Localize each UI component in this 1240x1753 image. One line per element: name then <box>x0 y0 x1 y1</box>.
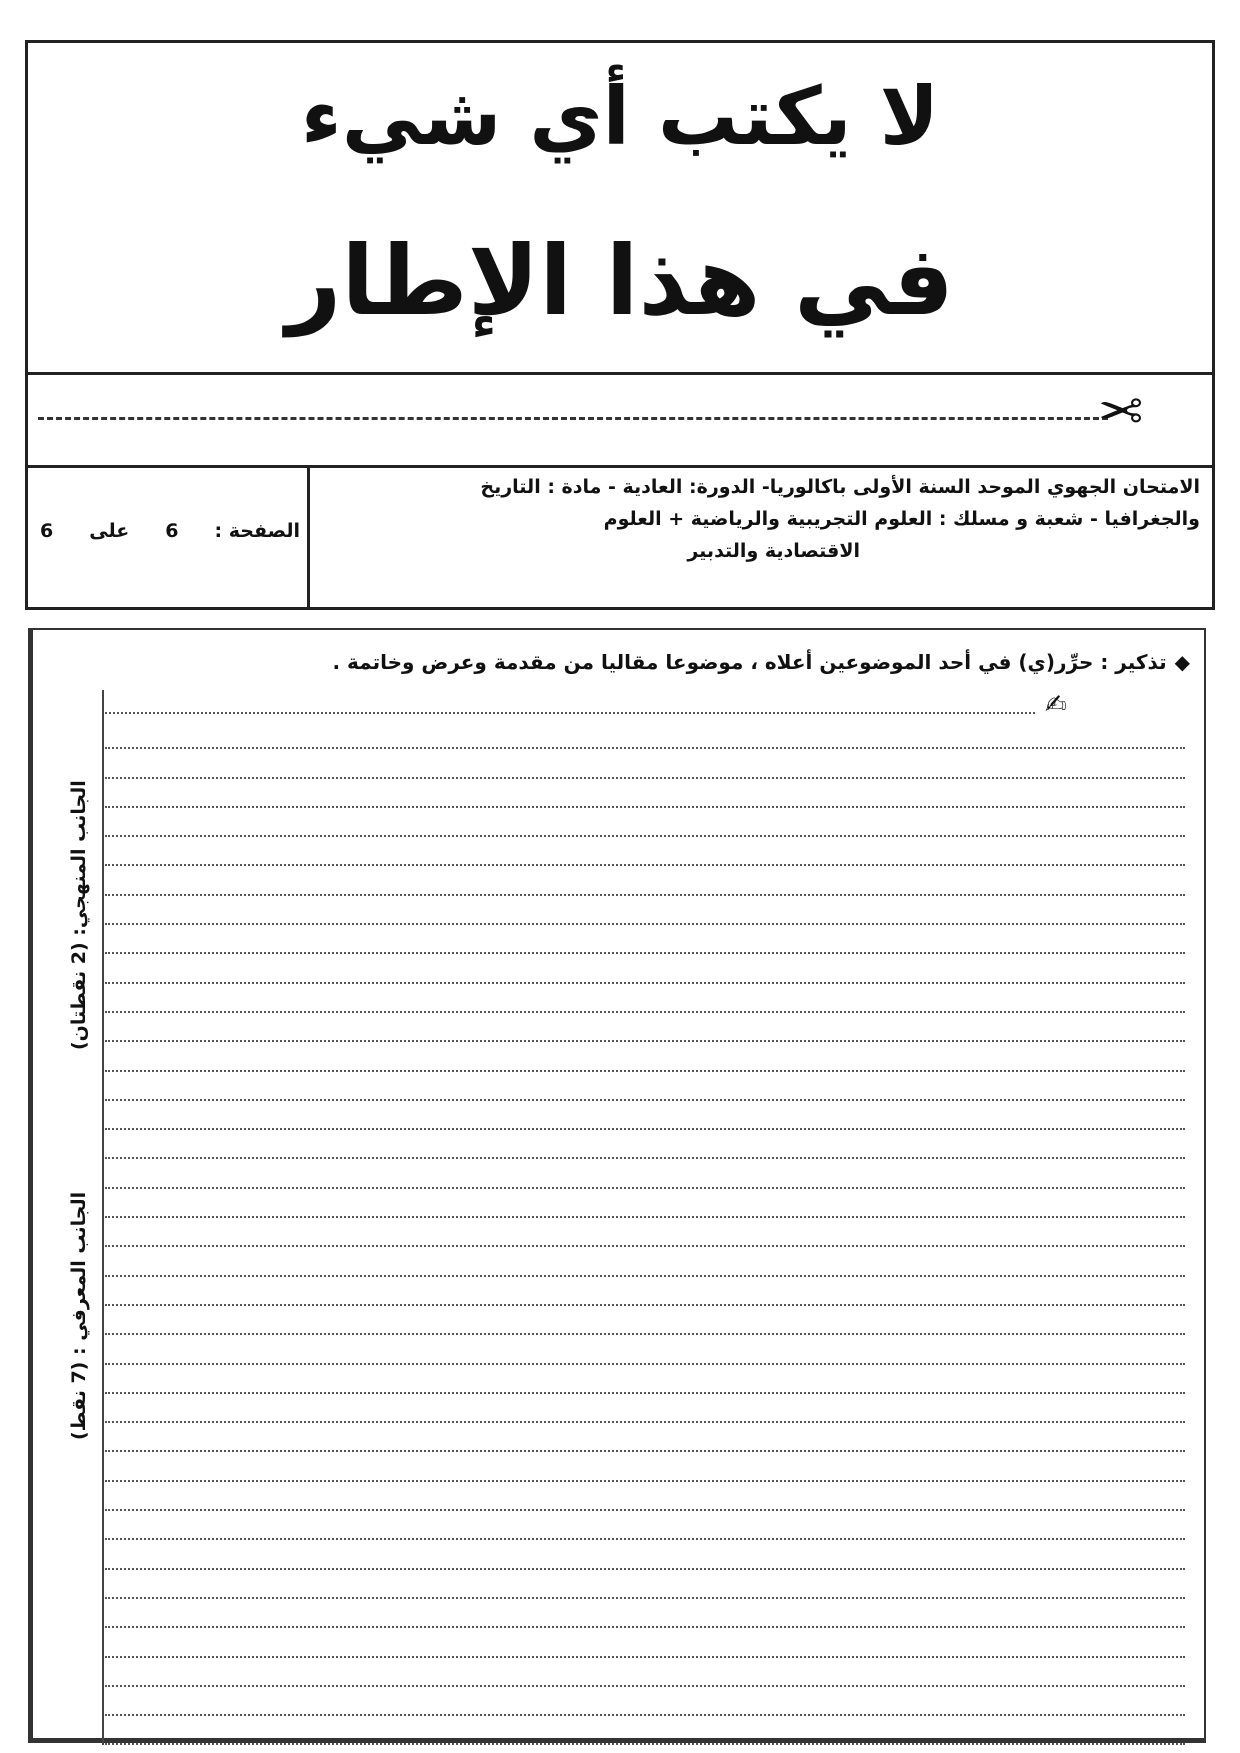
answer-line[interactable] <box>105 1101 1185 1130</box>
answer-line[interactable] <box>105 1716 1185 1745</box>
cut-line <box>38 417 1108 420</box>
exam-header-line-3: الاقتصادية والتدبير <box>687 540 860 562</box>
answer-line[interactable] <box>105 1452 1185 1481</box>
answer-line[interactable] <box>105 1423 1185 1452</box>
answer-line[interactable] <box>105 779 1185 808</box>
header-divider <box>307 465 310 610</box>
answer-line[interactable] <box>105 808 1185 837</box>
answer-line[interactable] <box>105 954 1185 983</box>
answer-line[interactable] <box>105 1189 1185 1218</box>
answer-line-first[interactable] <box>105 696 1035 714</box>
answer-line[interactable] <box>105 1218 1185 1247</box>
answer-line[interactable] <box>105 1159 1185 1188</box>
margin-knowledge-score: الجانب المعرفي : (7 نقط) <box>68 1191 90 1440</box>
answer-line[interactable] <box>105 749 1185 778</box>
answer-line[interactable] <box>105 1277 1185 1306</box>
reminder-text: تذكير : حرِّر(ي) في أحد الموضوعين أعلاه ، موضوعا مقاليا من مقدمة وعرض وخاتمة . <box>332 650 1167 674</box>
answer-line[interactable] <box>105 837 1185 866</box>
warning-line-2: في هذا الإطار <box>286 225 954 337</box>
exam-header-line-1: الامتحان الجهوي الموحد السنة الأولى باكالوريا- الدورة: العادية - مادة : التاريخ <box>480 476 1200 498</box>
answer-line[interactable] <box>105 1511 1185 1540</box>
answer-line[interactable] <box>105 1482 1185 1511</box>
answer-line[interactable] <box>105 720 1185 749</box>
answer-line[interactable] <box>105 1335 1185 1364</box>
answer-line[interactable] <box>105 1247 1185 1276</box>
answer-line[interactable] <box>105 925 1185 954</box>
answer-line[interactable] <box>105 1599 1185 1628</box>
answer-line[interactable] <box>105 1013 1185 1042</box>
margin-line <box>102 690 104 1745</box>
warning-line-1: لا يكتب أي شيء <box>300 70 940 163</box>
pen-icon: ✍ <box>1045 690 1067 720</box>
answer-line[interactable] <box>105 1042 1185 1071</box>
answer-line[interactable] <box>105 896 1185 925</box>
answer-line[interactable] <box>105 1130 1185 1159</box>
answer-lines[interactable] <box>105 720 1185 1745</box>
frame-divider <box>25 372 1215 375</box>
reminder-instruction <box>332 650 1190 674</box>
answer-line[interactable] <box>105 1306 1185 1335</box>
answer-line[interactable] <box>105 1658 1185 1687</box>
page-of: على <box>89 520 130 542</box>
answer-line[interactable] <box>105 1540 1185 1569</box>
answer-line[interactable] <box>105 1365 1185 1394</box>
answer-line[interactable] <box>105 866 1185 895</box>
answer-line[interactable] <box>105 1687 1185 1716</box>
answer-line[interactable] <box>105 1570 1185 1599</box>
page-number <box>40 520 300 542</box>
page-total: 6 <box>40 520 54 542</box>
scissors-icon: ✂ <box>1098 380 1144 443</box>
diamond-bullet-icon: ◆ <box>1174 650 1190 674</box>
answer-line[interactable] <box>105 1072 1185 1101</box>
margin-method-score: الجانب المنهجي: (2 نقطتان) <box>68 780 90 1050</box>
exam-header-line-2: والجغرافيا - شعبة و مسلك : العلوم التجريبية والرياضية + العلوم <box>603 508 1200 530</box>
page-current: 6 <box>165 520 179 542</box>
answer-line[interactable] <box>105 1628 1185 1657</box>
answer-line[interactable] <box>105 984 1185 1013</box>
answer-line[interactable] <box>105 1394 1185 1423</box>
page-label: الصفحة : <box>214 520 300 542</box>
